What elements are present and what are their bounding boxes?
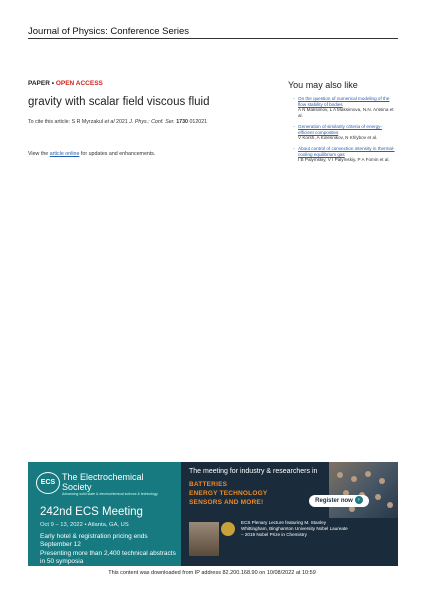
open-access-label: OPEN ACCESS	[55, 80, 103, 87]
view-suffix: for updates and enhancements.	[79, 151, 156, 157]
related-item-title[interactable]: About control of convection intensity in thermal-cooling equilibrium gas	[298, 146, 395, 157]
journal-name: Journal of Physics: Conference Series	[28, 26, 190, 37]
ecs-advertisement-banner[interactable]	[28, 462, 398, 566]
view-prefix: View the	[28, 151, 50, 157]
related-item-title[interactable]: Generation of similarity criteria of energy-efficient composites	[298, 124, 382, 135]
audience-photo	[329, 462, 398, 518]
header-rule	[28, 38, 398, 39]
paper-label: PAPER	[28, 80, 50, 87]
bullet-icon: -	[293, 124, 295, 129]
related-item-authors: A N Maksimov, L A Maksimova, N.N. Antsina et al.	[298, 107, 394, 118]
register-label: Register now	[315, 498, 353, 504]
keyword-sensors: SENSORS AND MORE!	[189, 499, 264, 506]
view-online-line	[28, 151, 155, 157]
ecs-logo-icon: ECS	[36, 472, 60, 494]
banner-left-panel	[28, 462, 181, 566]
cite-year: 2021	[114, 119, 130, 125]
article-title: gravity with scalar field viscous fluid	[28, 96, 210, 108]
meeting-dates: Oct 9 – 13, 2022 • Atlanta, GA, US	[40, 522, 129, 528]
download-footer: This content was downloaded from IP address 82.200.168.90 on 10/08/2022 at 10:59	[108, 570, 316, 576]
cite-prefix: To cite this article: S R Myrzakul	[28, 119, 105, 125]
related-item-authors: I B Palymskiy, V I Palymskiy, P A Fomin et al.	[298, 157, 390, 163]
banner-right-panel	[181, 462, 398, 566]
article-online-link[interactable]: article online	[49, 151, 80, 157]
bullet-icon: -	[293, 146, 295, 151]
nobel-medal-icon	[221, 522, 235, 536]
cite-etal: et al	[104, 119, 115, 125]
cite-volume: 1730	[174, 119, 188, 125]
related-item-authors: V Korsh, A Kolesnikov, N Khlybov et al.	[298, 135, 378, 141]
bullet-icon: -	[293, 96, 295, 101]
tag-separator: •	[49, 80, 56, 87]
related-heading: You may also like	[288, 80, 358, 90]
related-item-title[interactable]: On the question of numerical modeling of the flow stability of bodies	[298, 96, 390, 107]
citation-line	[28, 119, 207, 125]
paper-type-label	[28, 80, 103, 87]
society-name	[62, 472, 174, 497]
cite-journal: J. Phys.: Conf. Ser.	[129, 119, 175, 125]
plenary-lecture-text: ECS Plenary Lecture featuring M. Stanley Whittingham, Binghamton University Nobel Laureate – 2019 Nobel Prize in Chemistry	[241, 520, 348, 537]
related-item[interactable]	[293, 146, 396, 163]
society-title: The Electrochemical Society	[62, 472, 144, 492]
register-now-button[interactable]	[309, 495, 369, 507]
speaker-portrait	[189, 522, 219, 556]
society-subtitle: Advancing solid state & electrochemical science & technology	[62, 492, 158, 496]
early-pricing-note: Early hotel & registration pricing ends September 12	[40, 533, 148, 548]
cite-article-number: 012021	[187, 119, 208, 125]
meeting-title: 242nd ECS Meeting	[40, 506, 143, 518]
banner-tagline: The meeting for industry & researchers in	[189, 468, 318, 475]
arrow-right-icon: ›	[355, 496, 363, 504]
related-item[interactable]	[293, 124, 396, 141]
keyword-energy: ENERGY TECHNOLOGY	[189, 490, 268, 497]
keyword-batteries: BATTERIES	[189, 481, 228, 488]
related-item[interactable]	[293, 96, 396, 118]
abstracts-note: Presenting more than 2,400 technical abstracts in 50 symposia	[40, 550, 176, 565]
